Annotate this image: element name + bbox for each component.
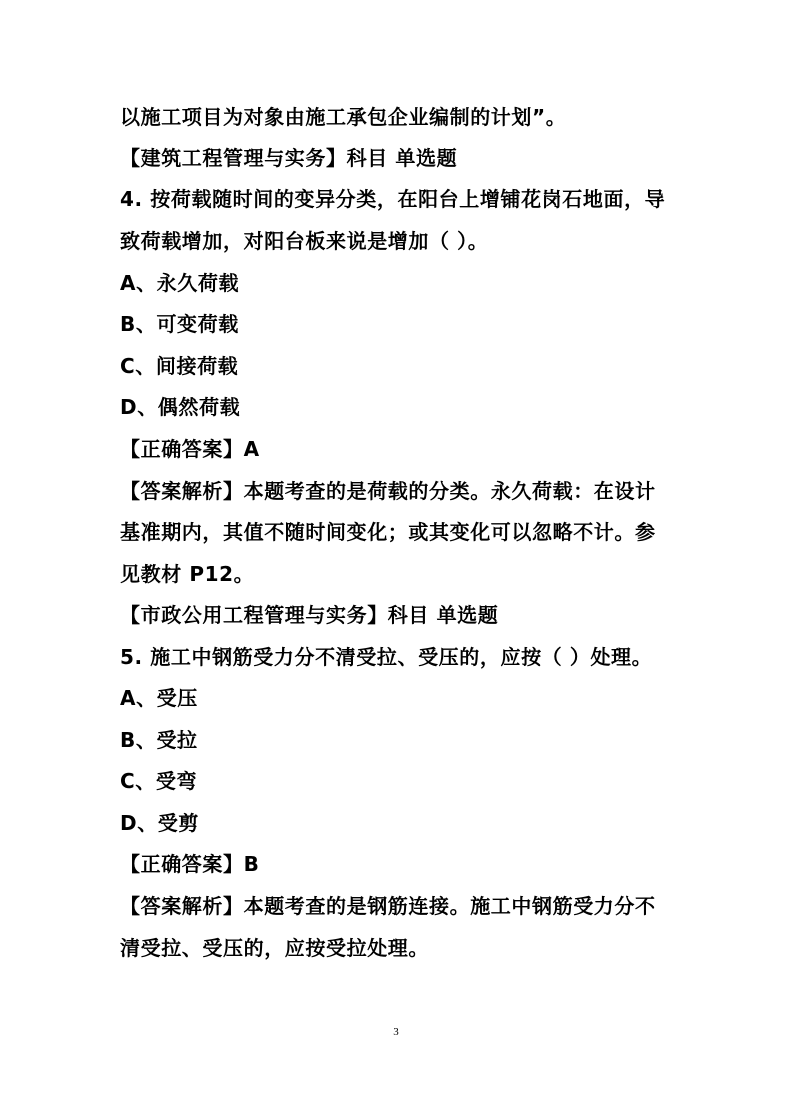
page-number: 3: [393, 1026, 399, 1038]
option-b: B、可变荷载: [120, 312, 239, 336]
option-c: C、受弯: [120, 769, 198, 793]
answer-explanation: 基准期内，其值不随时间变化；或其变化可以忽略不计。参: [120, 520, 656, 544]
text-line: 以施工项目为对象由施工承包企业编制的计划”。: [120, 105, 567, 129]
question-text: 5. 施工中钢筋受力分不清受拉、受压的，应按（ ）处理。: [120, 645, 653, 669]
answer-explanation: 【答案解析】本题考查的是钢筋连接。施工中钢筋受力分不: [120, 894, 656, 918]
answer-explanation: 【答案解析】本题考查的是荷载的分类。永久荷载：在设计: [120, 479, 656, 503]
section-heading: 【市政公用工程管理与实务】科目 单选题: [120, 603, 499, 627]
option-b: B、受拉: [120, 728, 198, 752]
section-heading: 【建筑工程管理与实务】科目 单选题: [120, 146, 458, 170]
question-text: 致荷载增加，对阳台板来说是增加（ ）。: [120, 229, 489, 253]
correct-answer: 【正确答案】B: [120, 852, 260, 876]
option-a: A、受压: [120, 686, 198, 710]
correct-answer: 【正确答案】A: [120, 437, 260, 461]
answer-explanation: 见教材 P12。: [120, 562, 255, 586]
option-d: D、偶然荷载: [120, 395, 241, 419]
answer-explanation: 清受拉、受压的，应按受拉处理。: [120, 936, 429, 960]
option-d: D、受剪: [120, 811, 200, 835]
option-c: C、间接荷载: [120, 354, 239, 378]
option-a: A、永久荷载: [120, 271, 240, 295]
question-text: 4. 按荷载随时间的变异分类，在阳台上增铺花岗石地面，导: [120, 187, 666, 211]
